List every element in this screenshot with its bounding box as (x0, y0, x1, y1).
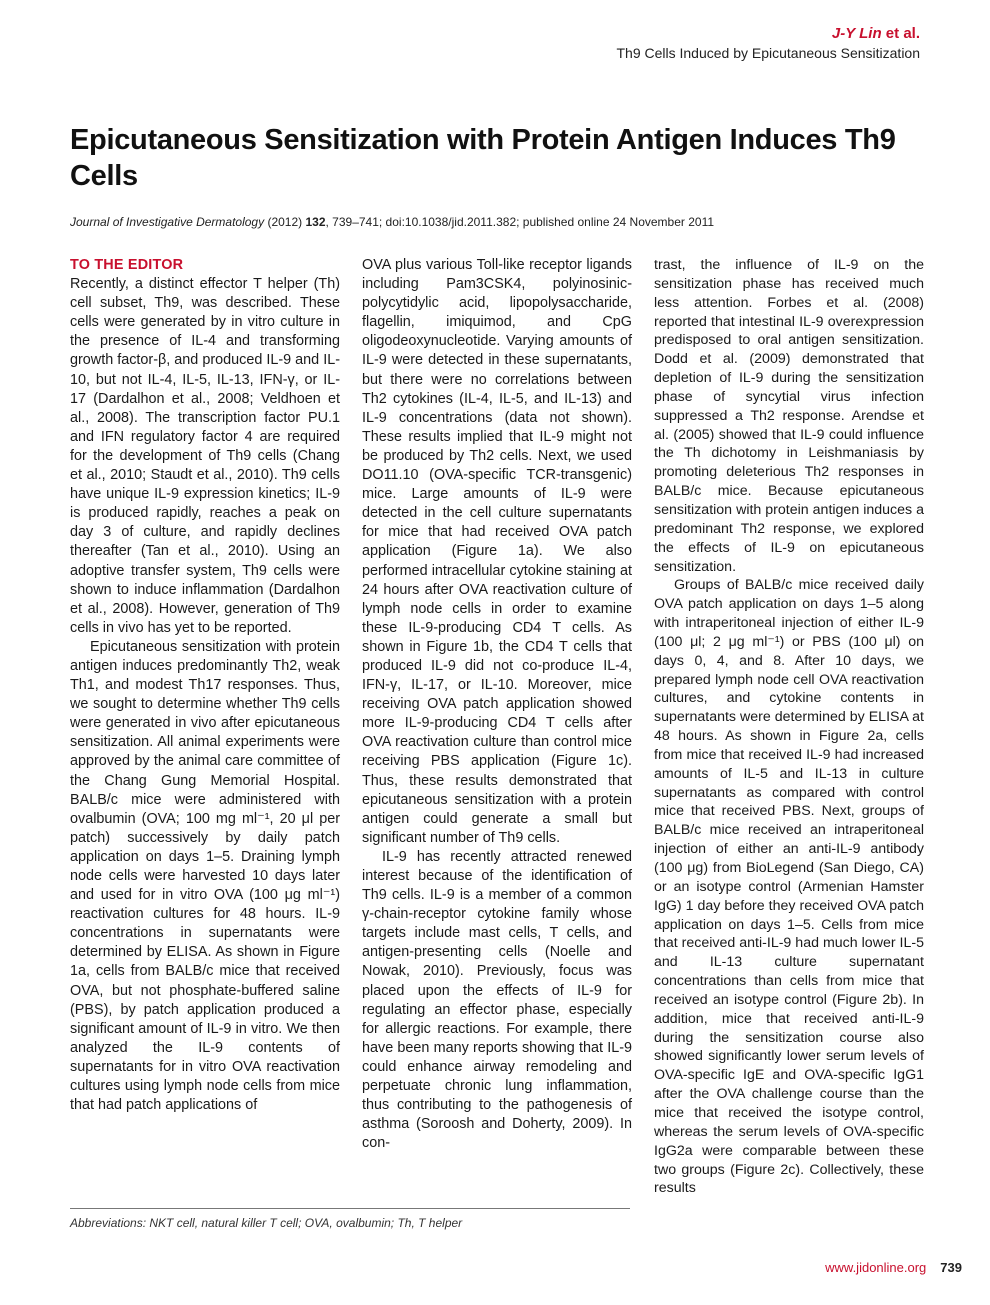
running-head-authors (616, 24, 920, 44)
journal-url-link[interactable]: www.jidonline.org (825, 1260, 927, 1275)
footnote-divider (70, 1208, 630, 1209)
abbreviations-footnote: Abbreviations: NKT cell, natural killer T cell; OVA, ovalbumin; Th, T helper (70, 1216, 463, 1230)
journal-name: Journal of Investigative Dermatology (70, 215, 265, 229)
page-footer (825, 1259, 962, 1277)
citation-year: (2012) (264, 215, 306, 229)
page-number: 739 (940, 1260, 962, 1275)
paragraph: Groups of BALB/c mice received daily OVA patch application on days 1–5 along with intraperitoneal injection of either IL-9 (100 μl; 2 μg ml⁻¹) or PBS (100 μl) on days 0, 4, and 8. After 10 days, we prepared lymph node cell OVA reactivation cultures, and cytokine contents in supernatants were determined by ELISA at 48 hours. As shown in Figure 2a, cells from mice that received IL-9 had increased amounts of IL-5 and IL-13 in culture supernatants as compared with control mice that received PBS. Next, groups of BALB/c mice received an intraperitoneal injection of either an anti-IL-9 antibody (100 μg) from BioLegend (San Diego, CA) or an isotype control (Armenian Hamster IgG) 1 day before they received OVA patch application on days 1–5. Cells from mice that received anti-IL-9 had much lower IL-5 and IL-13 culture supernatant concentrations than cells from mice that received an isotype control (Figure 2b). In addition, mice that received anti-IL-9 during the sensitization course also showed significantly lower serum levels of OVA-specific IgE and OVA-specific IgG1 after the OVA challenge course than the mice that received the isotype control, whereas the serum levels of OVA-specific IgG2a were comparable between these two groups (Figure 2c). Collectively, these results (654, 577, 924, 1197)
citation-details: , 739–741; doi:10.1038/jid.2011.382; published online 24 November 2011 (325, 215, 715, 229)
running-head (616, 24, 920, 62)
text-column-2 (362, 256, 632, 1153)
text-column-3 (654, 256, 924, 1198)
citation-volume: 132 (305, 215, 326, 229)
text-column-1 (70, 256, 340, 1115)
author-names: J-Y Lin (831, 25, 882, 42)
paragraph: Epicutaneous sensitization with protein antigen induces predominantly Th2, weak Th1, and modest Th17 responses. Thus, we sought to determine whether Th9 cells were generated in vivo after epicutaneous sensitization. All animal experiments were approved by the animal care committee of the Chang Gung Memorial Hospital. BALB/c mice were administered with ovalbumin (OVA; 100 mg ml⁻¹, 20 μl per patch) successively by daily patch application on days 1–5. Draining lymph node cells were harvested 10 days later and used for in vitro OVA (100 μg ml⁻¹) reactivation cultures for 48 hours. IL-9 concentrations in supernatants were determined by ELISA. As shown in Figure 1a, cells from BALB/c mice that received OVA, but not phosphate-buffered saline (PBS), by patch application produced a significant amount of IL-9 in vitro. We then analyzed the IL-9 contents of supernatants for in vitro OVA reactivation cultures using lymph node cells from mice that had patch applications of (70, 638, 340, 1114)
running-head-title: Th9 Cells Induced by Epicutaneous Sensitization (616, 45, 920, 61)
section-heading: TO THE EDITOR (70, 257, 184, 273)
paragraph: Recently, a distinct effector T helper (Th) cell subset, Th9, was described. These cells were generated by in vitro culture in the presence of IL-4 and transforming growth factor-β, and produced IL-9 and IL-10, but not IL-4, IL-5, IL-13, IFN-γ, or IL-17 (Dardalhon et al., 2008; Veldhoen et al., 2008). The transcription factor PU.1 and IFN regulatory factor 4 are required for the development of Th9 cells (Chang et al., 2010; Staudt et al., 2010). Th9 cells have unique IL-9 expression kinetics; IL-9 is produced rapidly, reaches a peak on day 3 of culture, and rapidly declines thereafter (Tan et al., 2010). Using an adoptive transfer system, Th9 cells were shown to induce inflammation (Dardalhon et al., 2008). However, generation of Th9 cells in vivo has yet to be reported. (70, 276, 340, 636)
et-al: et al. (881, 25, 920, 42)
paragraph: OVA plus various Toll-like receptor ligands including Pam3CSK4, polyinosinic-polycytidylic acid, lipopolysaccharide, flagellin, imiquimod, and CpG oligodeoxynucleotide. Varying amounts of IL-9 were detected in these supernatants, but there were no correlations between Th2 cytokines (IL-4, IL-5, and IL-13) and IL-9 concentrations (data not shown). These results implied that IL-9 might not be produced by Th2 cells. Next, we used DO11.10 (OVA-specific TCR-transgenic) mice. Large amounts of IL-9 were detected in the cell culture supernatants for mice that had received OVA patch application (Figure 1a). We also performed intracellular cytokine staining at 24 hours after OVA reactivation culture of lymph node cells in order to examine these IL-9-producing CD4 T cells. As shown in Figure 1b, the CD4 T cells that produced IL-9 did not co-produce IL-4, IFN-γ, IL-17, or IL-10. Moreover, mice receiving OVA patch application showed more IL-9-producing CD4 T cells after OVA reactivation culture than control mice receiving PBS application (Figure 1c). Thus, these results demonstrated that epicutaneous sensitization with a protein antigen could generate a small but significant number of Th9 cells. (362, 257, 632, 846)
paragraph: IL-9 has recently attracted renewed interest because of the identification of Th9 cells. IL-9 is a member of a common γ-chain-receptor cytokine family whose targets include mast cells, T cells, and antigen-presenting cells (Noelle and Nowak, 2010). Previously, focus was placed upon the effects of IL-9 for regulating an effector phase, especially for allergic reactions. For example, there have been many reports showing that IL-9 could enhance airway remodeling and perpetuate chronic lung inflammation, thus contributing to the pathogenesis of asthma (Soroosh and Doherty, 2009). In con- (362, 848, 632, 1152)
citation-line (70, 214, 930, 230)
article-title: Epicutaneous Sensitization with Protein Antigen Induces Th9 Cells (70, 124, 896, 192)
paragraph: trast, the influence of IL-9 on the sensitization phase has received much less attention. Forbes et al. (2008) reported that intestinal IL-9 overexpression predisposed to oral antigen sensitization. Dodd et al. (2009) demonstrated that depletion of IL-9 during the sensitization phase of syncytial virus infection suppressed a Th2 response. Arendse et al. (2005) showed that IL-9 could influence the Th dichotomy in Leishmaniasis by promoting deleterious Th2 responses in BALB/c mice. Because epicutaneous sensitization with protein antigen induces a predominant Th2 response, we explored the effects of IL-9 on epicutaneous sensitization. (654, 257, 924, 575)
